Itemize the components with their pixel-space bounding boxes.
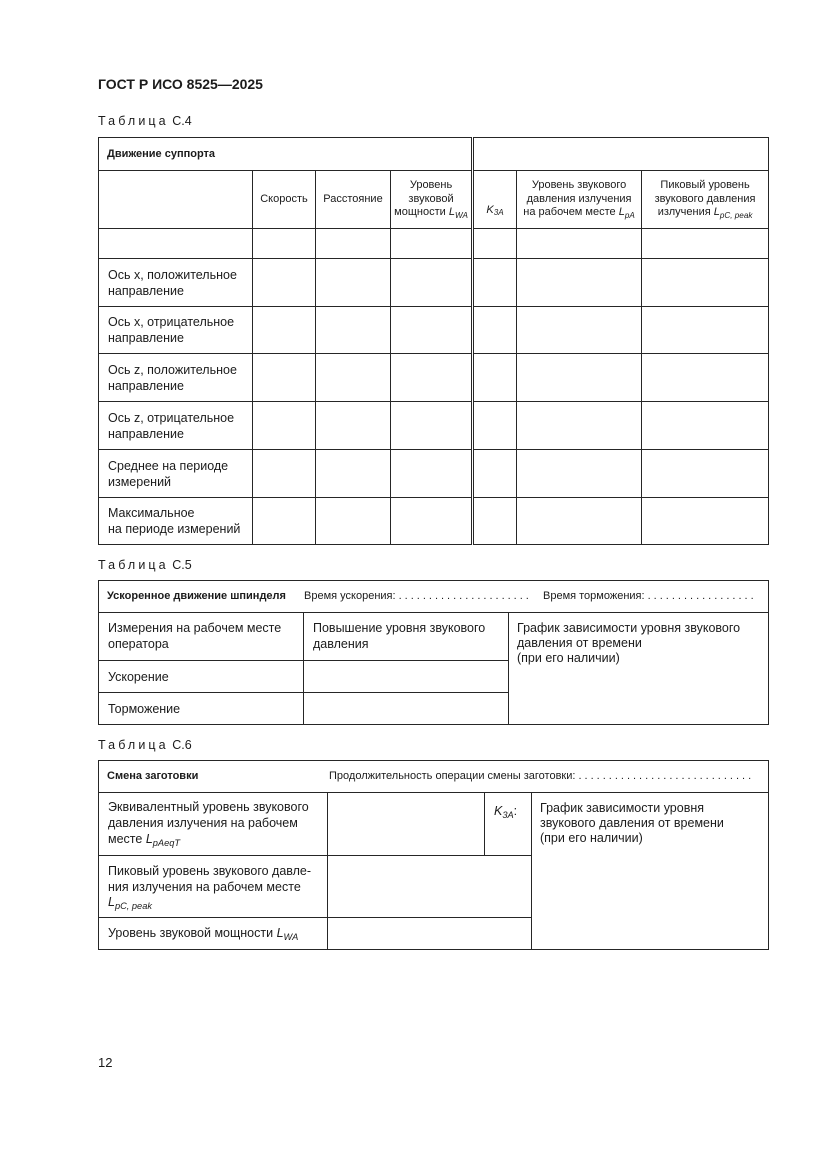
row-label <box>99 793 328 856</box>
empty-cell <box>328 918 532 950</box>
empty-cell <box>473 138 769 171</box>
row-label-text: Торможение <box>108 701 181 716</box>
table-title: Смена заготовки <box>107 770 199 782</box>
symbol-subscript: 3A <box>502 810 514 821</box>
k3a-suffix: : <box>513 804 518 818</box>
col-peak-level <box>642 171 769 229</box>
empty-cell <box>517 307 642 354</box>
table-title-row <box>99 581 769 613</box>
col-measurements <box>99 613 304 661</box>
empty-cell <box>304 661 509 693</box>
row-label-text: Среднее на периоде измерений <box>108 458 229 489</box>
symbol-subscript: pC, peak <box>719 210 753 220</box>
col-speed-label: Скорость <box>260 192 308 205</box>
empty-cell <box>391 229 473 259</box>
graph-label: График зависимости уровня звукового давления от времени (при его наличии) <box>517 621 741 665</box>
symbol-letter: L <box>713 206 720 219</box>
caption-label: Таблица <box>98 558 169 572</box>
empty-cell <box>391 498 473 545</box>
table-c5-caption <box>98 558 192 573</box>
duration-label: Продолжительность операции смены заготовки: <box>329 770 576 782</box>
table-c4 <box>98 137 769 545</box>
empty-cell <box>473 498 517 545</box>
empty-cell <box>391 450 473 498</box>
duration-field <box>329 761 754 792</box>
symbol-letter: K <box>494 804 503 818</box>
empty-cell <box>642 229 769 259</box>
k3a-cell <box>485 793 532 856</box>
acceleration-time-label: Время ускорения: <box>304 590 396 602</box>
row-label <box>99 307 253 354</box>
col-increase-label: Повышение уровня звукового давления <box>313 621 486 651</box>
table-title-row <box>99 761 769 793</box>
caption-number: С.5 <box>172 558 192 572</box>
caption-number: С.6 <box>172 738 192 752</box>
symbol-subscript: pC, peak <box>114 901 152 912</box>
col-power-level-label: Уровень звуковой мощности <box>394 179 454 219</box>
graph-cell <box>509 613 769 725</box>
table-c4-caption <box>98 114 192 129</box>
empty-cell <box>473 307 517 354</box>
symbol-lwa <box>449 206 468 218</box>
empty-cell <box>473 402 517 450</box>
col-pressure-level <box>517 171 642 229</box>
symbol-lpc-peak <box>108 895 323 912</box>
row-label-text: Ось z, отрицательное направление <box>108 410 235 441</box>
acceleration-time-field <box>304 581 532 612</box>
table-row <box>99 259 769 307</box>
table-title <box>99 138 473 171</box>
col-speed <box>253 171 316 229</box>
col-pressure-level-label: Уровень звукового давления излучения на рабочем месте <box>523 179 632 219</box>
empty-cell <box>316 498 391 545</box>
col-measurements-label: Измерения на рабочем месте оператора <box>108 621 282 651</box>
empty-cell <box>316 450 391 498</box>
header-row <box>99 613 769 661</box>
empty-cell <box>99 229 253 259</box>
table-row <box>99 354 769 402</box>
symbol-letter: L <box>276 926 284 940</box>
empty-cell <box>642 354 769 402</box>
symbol-subscript: pAeqT <box>152 838 181 849</box>
empty-cell <box>328 856 532 918</box>
empty-cell <box>253 498 316 545</box>
graph-cell <box>532 793 769 950</box>
table-row <box>99 450 769 498</box>
symbol-letter: L <box>448 206 455 219</box>
col-distance-label: Расстояние <box>323 192 383 205</box>
row-label <box>99 693 304 725</box>
col-distance <box>316 171 391 229</box>
graph-label: График зависимости уровня звукового давления от времени (при его наличии) <box>540 801 724 845</box>
table-row <box>99 307 769 354</box>
empty-cell <box>99 171 253 229</box>
row-label <box>99 498 253 545</box>
empty-cell <box>253 402 316 450</box>
empty-cell <box>316 402 391 450</box>
empty-cell <box>642 402 769 450</box>
table-row <box>99 402 769 450</box>
dotted-leader: .................. <box>647 590 757 602</box>
empty-cell <box>391 259 473 307</box>
empty-cell <box>304 693 509 725</box>
table-title-text: Движение суппорта <box>107 148 216 160</box>
symbol-subscript: WA <box>283 932 299 943</box>
table-row <box>99 229 769 259</box>
empty-cell <box>642 450 769 498</box>
table-title-bar <box>99 761 769 793</box>
title-bar <box>99 761 768 792</box>
page-number: 12 <box>98 1055 113 1070</box>
caption-label: Таблица <box>98 114 169 128</box>
symbol-subscript: WA <box>454 210 468 220</box>
empty-cell <box>642 259 769 307</box>
empty-cell <box>391 402 473 450</box>
row-label <box>99 450 253 498</box>
col-increase <box>304 613 509 661</box>
deceleration-time-field <box>543 581 757 612</box>
table-title-row <box>99 138 769 171</box>
empty-cell <box>253 307 316 354</box>
symbol-letter: K <box>486 203 494 216</box>
table-c6 <box>98 760 769 950</box>
symbol-letter: L <box>618 206 625 219</box>
row-label-text: Ось x, отрицательное направление <box>108 315 235 345</box>
symbol-lpaeqt <box>145 832 181 849</box>
row-label-text: Пиковый уровень звукового давле- ния излучения на рабочем месте <box>108 864 312 894</box>
symbol-letter: L <box>145 832 153 846</box>
empty-cell <box>316 307 391 354</box>
row-label <box>99 661 304 693</box>
empty-cell <box>517 354 642 402</box>
empty-cell <box>328 793 485 856</box>
empty-cell <box>517 498 642 545</box>
row-label <box>99 354 253 402</box>
row-label <box>99 402 253 450</box>
document-title: ГОСТ Р ИСО 8525—2025 <box>98 76 263 92</box>
empty-cell <box>391 307 473 354</box>
row-label-text: Ось x, положительное направление <box>108 267 237 298</box>
col-power-level <box>391 171 473 229</box>
row-label-text: Эквивалентный уровень звукового давления излучения на рабочем месте <box>108 800 309 846</box>
symbol-k3a <box>486 204 503 216</box>
row-label <box>99 856 328 918</box>
caption-label: Таблица <box>98 738 169 752</box>
empty-cell <box>316 259 391 307</box>
row-label-text: Ускорение <box>108 669 169 684</box>
empty-cell <box>517 229 642 259</box>
symbol-lwa <box>276 926 299 943</box>
empty-cell <box>473 229 517 259</box>
table-title: Ускоренное движение шпинделя <box>107 590 286 602</box>
empty-cell <box>473 450 517 498</box>
empty-cell <box>473 259 517 307</box>
table-row <box>99 793 769 856</box>
dotted-leader: ...................... <box>398 590 532 602</box>
empty-cell <box>642 498 769 545</box>
symbol-lpa <box>619 206 635 218</box>
empty-cell <box>253 229 316 259</box>
col-peak-level-label: Пиковый уровень звукового давления излучения <box>654 179 756 219</box>
table-c5 <box>98 580 769 725</box>
table-row <box>99 498 769 545</box>
dotted-leader: ............................. <box>578 770 755 782</box>
caption-number: С.4 <box>172 114 192 128</box>
deceleration-time-label: Время торможения: <box>543 590 645 602</box>
empty-cell <box>517 402 642 450</box>
symbol-subscript: 3A <box>493 208 504 218</box>
empty-cell <box>517 259 642 307</box>
col-k3a <box>473 171 517 229</box>
symbol-lpc-peak <box>714 206 753 218</box>
table-c6-caption <box>98 738 192 753</box>
row-label <box>99 259 253 307</box>
symbol-letter: L <box>108 895 115 909</box>
header-row <box>99 171 769 229</box>
empty-cell <box>253 259 316 307</box>
empty-cell <box>253 354 316 402</box>
row-label-text: Максимальное на периоде измерений <box>108 506 241 536</box>
title-bar <box>99 581 768 612</box>
row-label <box>99 918 328 950</box>
empty-cell <box>391 354 473 402</box>
empty-cell <box>316 354 391 402</box>
symbol-subscript: pA <box>624 210 635 220</box>
empty-cell <box>642 307 769 354</box>
empty-cell <box>473 354 517 402</box>
row-label-text: Уровень звуковой мощности <box>108 926 274 940</box>
empty-cell <box>253 450 316 498</box>
table-title-bar <box>99 581 769 613</box>
empty-cell <box>517 450 642 498</box>
empty-cell <box>316 229 391 259</box>
row-label-text: Ось z, положительное направление <box>108 362 237 393</box>
symbol-k3a <box>494 804 514 821</box>
